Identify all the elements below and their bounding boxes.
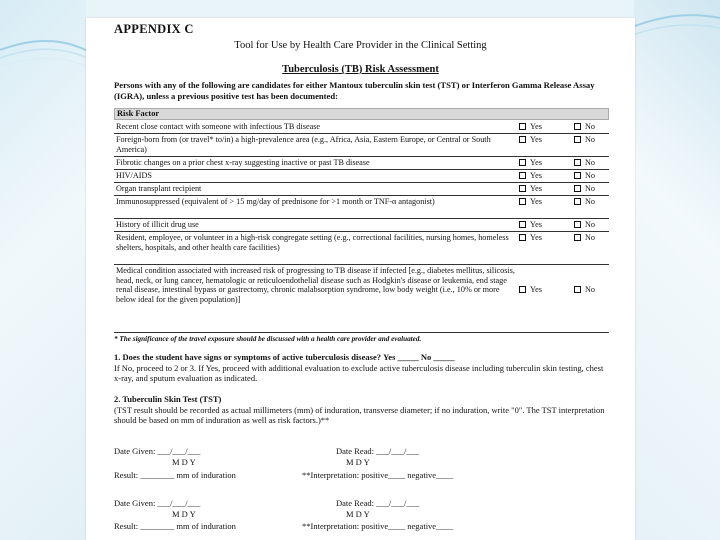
checkbox-icon[interactable] xyxy=(574,136,581,143)
no-option[interactable]: No xyxy=(574,158,595,168)
risk-row xyxy=(114,196,609,219)
risk-row xyxy=(114,134,609,157)
checkbox-icon[interactable] xyxy=(519,159,526,166)
risk-text: HIV/AIDS xyxy=(116,171,152,180)
checkbox-icon[interactable] xyxy=(574,234,581,241)
yes-option[interactable]: Yes xyxy=(519,158,542,168)
risk-row xyxy=(114,121,609,134)
assessment-title: Tuberculosis (TB) Risk Assessment xyxy=(282,64,439,75)
risk-row xyxy=(114,265,609,333)
question-1-title: 1. Does the student have signs or symptoms of active tuberculosis disease? xyxy=(114,352,381,362)
mdy-label: M D Y xyxy=(172,457,196,467)
yes-option[interactable]: Yes xyxy=(519,220,542,230)
travel-footnote: * The significance of the travel exposure should be discussed with a health care provider and evaluated. xyxy=(114,335,422,343)
no-option[interactable]: No xyxy=(574,135,595,145)
checkbox-icon[interactable] xyxy=(574,159,581,166)
document-page xyxy=(86,18,635,540)
date-given-field[interactable]: Date Given: ___/___/___ xyxy=(114,446,201,456)
intro-text: Persons with any of the following are candidates for either Mantoux tuberculin skin test (TST) or Interferon Gamma Release Assay (IGRA), unless a previous positive test has been documented: xyxy=(114,80,595,101)
risk-row xyxy=(114,170,609,183)
question-2 xyxy=(114,394,609,426)
no-option[interactable]: No xyxy=(574,122,595,132)
interpretation-field[interactable]: **Interpretation: positive____ negative____ xyxy=(302,521,454,531)
checkbox-icon[interactable] xyxy=(519,185,526,192)
tool-title: Tool for Use by Health Care Provider in the Clinical Setting xyxy=(234,40,487,51)
checkbox-icon[interactable] xyxy=(574,172,581,179)
checkbox-icon[interactable] xyxy=(574,123,581,130)
checkbox-icon[interactable] xyxy=(519,286,526,293)
checkbox-icon[interactable] xyxy=(574,198,581,205)
question-1-body: If No, proceed to 2 or 3. If Yes, proceed with additional evaluation to exclude active tuberculosis disease including tuberculin skin testing, chest x-ray, and sputum evaluation as indicated. xyxy=(114,362,604,383)
checkbox-icon[interactable] xyxy=(574,286,581,293)
interpretation-field[interactable]: **Interpretation: positive____ negative____ xyxy=(302,470,454,480)
yes-option[interactable]: Yes xyxy=(519,233,542,243)
no-option[interactable]: No xyxy=(574,220,595,230)
question-1-answer[interactable]: Yes _____ No _____ xyxy=(383,352,455,362)
no-option[interactable]: No xyxy=(574,171,595,181)
risk-text: Medical condition associated with increased risk of progressing to TB disease if infected [e.g., diabetes mellitus, silicosis, head, neck, or lung cancer, hematologic or reticuloendothelial disease such as Hodgkin's disease or leukemia, end stage renal disease, intestinal bypass or gastrectomy, chronic malabsorption syndrome, low body weight (i.e., 10% or more below ideal for the given population)] xyxy=(116,266,515,304)
no-option[interactable]: No xyxy=(574,285,595,295)
date-read-field[interactable]: Date Read: ___/___/___ xyxy=(336,498,420,508)
date-read-field[interactable]: Date Read: ___/___/___ xyxy=(336,446,420,456)
question-1 xyxy=(114,352,609,384)
risk-text: Recent close contact with someone with infectious TB disease xyxy=(116,122,321,131)
question-2-body: (TST result should be recorded as actual millimeters (mm) of induration, transverse diameter; if no induration, write "0". The TST interpretation should be based on mm of induration as well as risk factors.)** xyxy=(114,404,605,425)
yes-option[interactable]: Yes xyxy=(519,285,542,295)
yes-option[interactable]: Yes xyxy=(519,171,542,181)
checkbox-icon[interactable] xyxy=(519,221,526,228)
checkbox-icon[interactable] xyxy=(519,198,526,205)
question-2-title: 2. Tuberculin Skin Test (TST) xyxy=(114,394,222,404)
no-option[interactable]: No xyxy=(574,197,595,207)
mdy-label: M D Y xyxy=(346,509,370,519)
yes-option[interactable]: Yes xyxy=(519,197,542,207)
yes-option[interactable]: Yes xyxy=(519,122,542,132)
risk-row xyxy=(114,183,609,196)
risk-row xyxy=(114,219,609,232)
yes-option[interactable]: Yes xyxy=(519,184,542,194)
risk-text: Organ transplant recipient xyxy=(116,184,202,193)
risk-text: Resident, employee, or volunteer in a high-risk congregate setting (e.g., correctional facilities, nursing homes, homeless shelters, hospitals, and other health care facilities) xyxy=(116,233,509,252)
result-field[interactable]: Result: ________ mm of induration xyxy=(114,521,236,531)
checkbox-icon[interactable] xyxy=(519,123,526,130)
risk-text: Foreign-born from (or travel* to/in) a high-prevalence area (e.g., Africa, Asia, Eastern Europe, or Central or South America) xyxy=(116,135,491,154)
checkbox-icon[interactable] xyxy=(574,221,581,228)
no-option[interactable]: No xyxy=(574,184,595,194)
date-given-field[interactable]: Date Given: ___/___/___ xyxy=(114,498,201,508)
yes-option[interactable]: Yes xyxy=(519,135,542,145)
risk-text: Immunosuppressed (equivalent of > 15 mg/day of prednisone for >1 month or TNF-α antagonist) xyxy=(116,197,435,206)
risk-row xyxy=(114,157,609,170)
risk-factor-header: Risk Factor xyxy=(114,108,609,120)
mdy-label: M D Y xyxy=(172,509,196,519)
checkbox-icon[interactable] xyxy=(574,185,581,192)
checkbox-icon[interactable] xyxy=(519,234,526,241)
result-field[interactable]: Result: ________ mm of induration xyxy=(114,470,236,480)
risk-text: Fibrotic changes on a prior chest x-ray suggesting inactive or past TB disease xyxy=(116,158,370,167)
mdy-label: M D Y xyxy=(346,457,370,467)
checkbox-icon[interactable] xyxy=(519,172,526,179)
appendix-label: APPENDIX C xyxy=(114,22,194,36)
checkbox-icon[interactable] xyxy=(519,136,526,143)
risk-text: History of illicit drug use xyxy=(116,220,199,229)
risk-row xyxy=(114,232,609,265)
no-option[interactable]: No xyxy=(574,233,595,243)
